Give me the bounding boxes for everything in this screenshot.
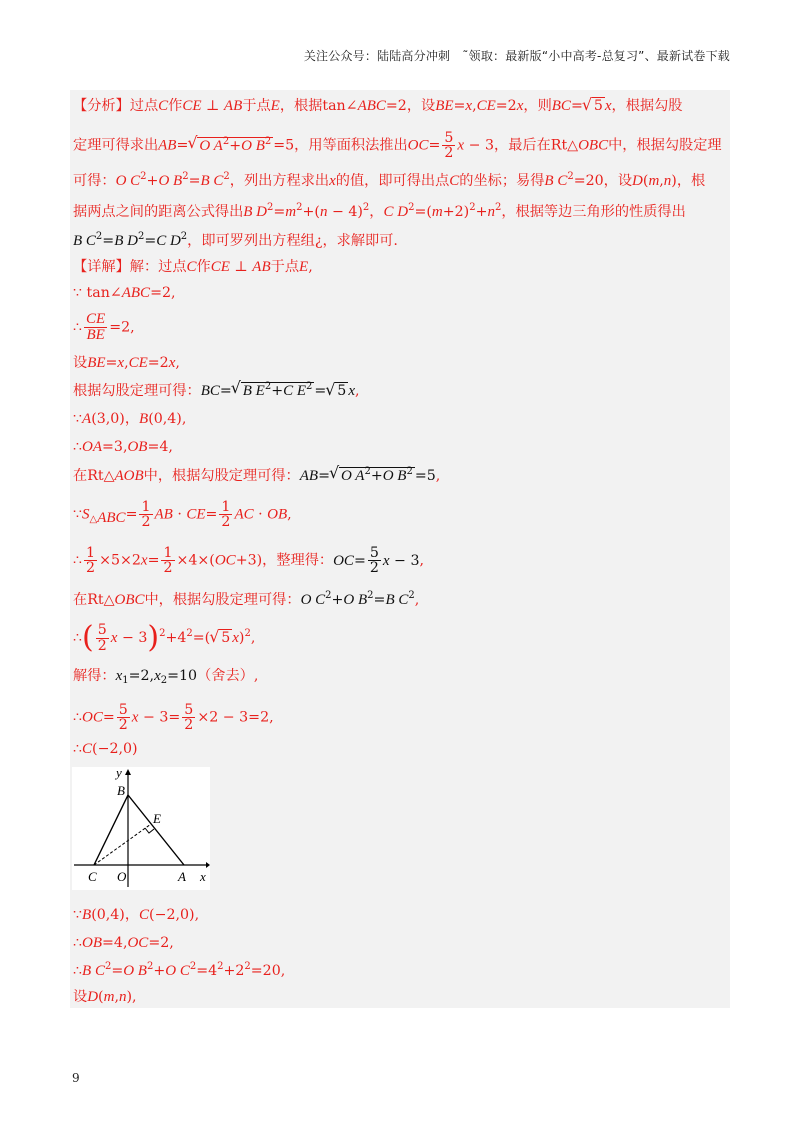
- detail-given-ab: ∵A(3,0)，B(0,4),: [73, 411, 187, 427]
- analysis-label: 【分析】: [73, 98, 130, 114]
- detail-area: $\because S_{\triangle ABC}=$ $\frac{1}{2}$ AB · CE= $\frac{1}{2}$ AC · OB,: [73, 499, 292, 531]
- analysis-line-5: B $C^2=B$ $D^2=C$ $D^2$，即可罗列出方程组¿，求解即可.: [73, 231, 398, 249]
- detail-equation: ∴( $\frac{5}{2}$ $x - 3)^2+4^2=(√$ 5 x)$^2$,: [73, 620, 255, 656]
- detail-oc-eq: ∴ $\frac{1}{2}$ ×5×2x= $\frac{1}{2}$ ×4×(OC+3)，整理得：OC= $\frac{5}{2}$ x − 3,: [73, 545, 424, 577]
- detail-c-coord: ∴C(−2,0): [73, 741, 138, 757]
- detail-given-bc: ∵B(0,4)，C(−2,0),: [73, 907, 200, 923]
- detail-set-d: 设D(m,n),: [73, 989, 137, 1005]
- detail-ratio: ∴ $\frac{CE}{BE}$ =2,: [73, 311, 135, 343]
- segment-bc: [94, 795, 128, 865]
- label-b: B: [117, 783, 125, 798]
- y-axis-arrow: [125, 769, 131, 775]
- label-c: C: [88, 869, 97, 884]
- x-axis-arrow: [206, 862, 210, 868]
- page-number: 9: [72, 1071, 80, 1085]
- label-a: A: [178, 869, 186, 884]
- right-angle-mark: [145, 828, 154, 833]
- analysis-line-1: 【分析】过点C作CE ⊥ AB于点E，根据tan∠ABC=2，设BE=x,CE=2x，则BC=√ 5 x，根据勾股: [73, 97, 682, 115]
- detail-label: 【详解】: [73, 259, 130, 275]
- detail-oc-value: ∴OC= $\frac{5}{2}$ x − 3= $\frac{5}{2}$ ×2 − 3=2,: [73, 702, 274, 734]
- detail-bc: 根据勾股定理可得：BC=√ B $E^2+C$ $E^2$ =√ 5 x,: [73, 381, 360, 400]
- page-header: 关注公众号：陆陆高分冲刺 ˜领取：最新版“小中高考-总复习”、最新试卷下载: [303, 49, 730, 63]
- analysis-line-3: 可得：O $C^2+O$ $B^2=B$ $C^2$，列出方程求出x的值，即可得出点C的坐标；易得B $C^2=20$，设D(m,n)，根: [73, 171, 706, 189]
- detail-bc2: ∴B $C^2=O$ $B^2+O$ $C^2=4^2+2^2=20$,: [73, 961, 286, 979]
- analysis-line-4: 据两点之间的距离公式得出B $D^2=m^2+(n - 4)^2$，C $D^2=(m+2)^2+n^2$，根据等边三角形的性质得出: [73, 202, 686, 220]
- detail-line-1: 【详解】解：过点C作CE ⊥ AB于点E,: [73, 259, 313, 275]
- label-x: x: [200, 869, 206, 884]
- segment-ba: [128, 795, 184, 865]
- label-o: O: [117, 869, 127, 884]
- detail-obc: 在Rt△OBC中，根据勾股定理可得：O $C^2+O$ $B^2=B$ $C^2$,: [73, 590, 420, 608]
- detail-oa-ob: ∴OA=3,OB=4,: [73, 439, 173, 455]
- analysis-line-2: 定理可得求出AB=√ O $A^2+O$ $B^2 =5$，用等面积法推出OC= $\frac{5}{2}$ x − 3，最后在Rt△OBC中，根据勾股定理: [73, 131, 722, 160]
- detail-set-be: 设BE=x,CE=2x,: [73, 355, 180, 371]
- geometry-diagram: [72, 767, 210, 890]
- detail-tan: ∵ tan∠ABC=2,: [73, 285, 176, 301]
- label-e: E: [153, 811, 161, 826]
- segment-ce: [94, 824, 151, 865]
- triangle-figure: [72, 767, 210, 890]
- detail-ab: 在Rt△AOB中，根据勾股定理可得：AB=√ O $A^2+O$ $B^2 =5$,: [73, 466, 440, 485]
- detail-ob-oc: ∴OB=4,OC=2,: [73, 935, 174, 951]
- label-y: y: [116, 767, 122, 780]
- detail-solve: 解得：$x_1=2,x_2=10$（舍去）,: [73, 668, 259, 686]
